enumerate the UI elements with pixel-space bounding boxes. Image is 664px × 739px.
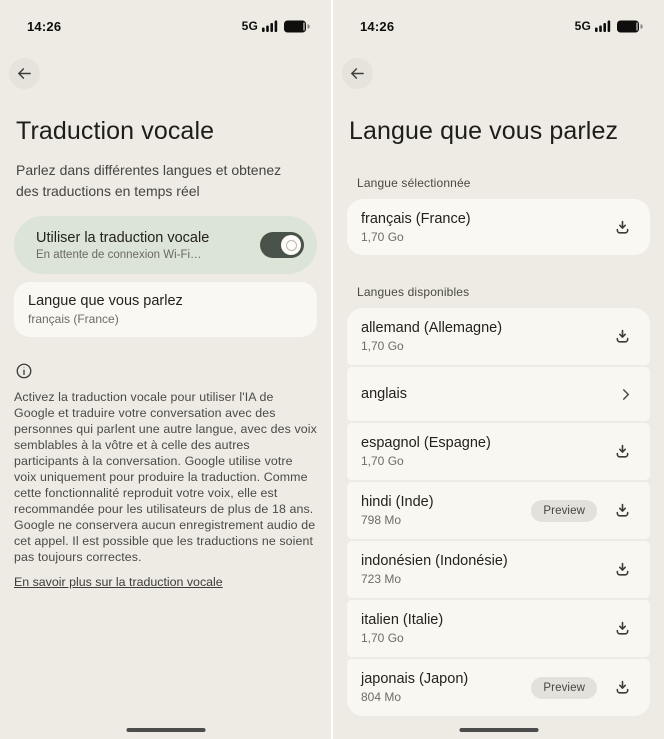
toggle-thumb: [281, 235, 301, 255]
language-size: 723 Mo: [361, 572, 402, 586]
back-button[interactable]: [9, 58, 40, 89]
status-bar: [333, 0, 664, 44]
language-name: indonésien (Indonésie): [361, 553, 508, 569]
language-row[interactable]: [347, 600, 650, 657]
battery-icon: [617, 20, 644, 33]
language-name: japonais (Japon): [361, 671, 469, 687]
network-type: 5G: [241, 19, 258, 33]
language-size: 1,70 Go: [361, 631, 404, 645]
language-size: 1,70 Go: [361, 454, 404, 468]
preview-badge: Preview: [531, 677, 597, 699]
available-languages-label: Langues disponibles: [357, 285, 470, 299]
back-arrow-icon: [349, 65, 366, 82]
preview-badge: Preview: [531, 500, 597, 522]
language-size: 1,70 Go: [361, 339, 404, 353]
info-description: Activez la traduction vocale pour utiliser l'IA de Google et traduire votre conversation avec des personnes qui parlent une autre langue, avec des voix semblables à la vôtre et à celle des autres participants à la conversation. Google utilise votre voix uniquement pour produire la traduction. Comme cette fonctionnalité reproduit votre voix, elle est recommandée pour les utilisateurs de plus de 18 ans. Google ne conservera aucun enregistrement audio de cet appel. Il est possible que les traductions ne soient pas toujours correctes.: [14, 390, 317, 564]
download-icon[interactable]: [610, 558, 634, 582]
download-icon[interactable]: [610, 676, 634, 700]
chevron-right-icon: [617, 386, 634, 403]
info-icon: [15, 362, 33, 380]
language-row[interactable]: [347, 367, 650, 421]
signal-icon: [595, 20, 613, 32]
left-screen: [0, 0, 331, 739]
download-icon[interactable]: [610, 499, 634, 523]
page-title: Langue que vous parlez: [349, 117, 619, 145]
language-size: 1,70 Go: [361, 229, 404, 244]
download-icon[interactable]: [610, 617, 634, 641]
gesture-handle[interactable]: [459, 728, 538, 732]
page-subtitle: Parlez dans différentes langues et obtenez des traductions en temps réel: [16, 162, 282, 199]
language-list: [347, 308, 650, 716]
language-name: anglais: [361, 386, 407, 402]
language-name: hindi (Inde): [361, 494, 434, 510]
selected-language-card[interactable]: [347, 199, 650, 255]
download-icon[interactable]: [610, 215, 634, 239]
language-name: italien (Italie): [361, 612, 444, 628]
download-icon[interactable]: [610, 325, 634, 349]
language-row[interactable]: [347, 659, 650, 716]
signal-icon: [262, 20, 280, 32]
toggle-status: En attente de connexion Wi-Fi…: [36, 248, 202, 261]
language-name: allemand (Allemagne): [361, 320, 503, 336]
network-type: 5G: [574, 19, 591, 33]
back-arrow-icon: [16, 65, 33, 82]
voice-translation-toggle-card[interactable]: [14, 216, 317, 274]
language-card-value: français (France): [28, 312, 119, 326]
toggle-label: Utiliser la traduction vocale: [36, 229, 210, 246]
status-time: 14:26: [360, 18, 395, 34]
right-screen: [333, 0, 664, 739]
language-you-speak-card[interactable]: [14, 282, 317, 337]
toggle-switch[interactable]: [260, 232, 304, 258]
gesture-handle[interactable]: [126, 728, 205, 732]
page-title: Traduction vocale: [16, 117, 215, 145]
status-time: 14:26: [27, 18, 62, 34]
battery-icon: [284, 20, 311, 33]
language-size: 798 Mo: [361, 513, 402, 527]
status-bar: [0, 0, 331, 44]
language-card-label: Langue que vous parlez: [28, 293, 183, 309]
language-row[interactable]: [347, 308, 650, 365]
language-row[interactable]: [347, 423, 650, 480]
language-row[interactable]: [347, 482, 650, 539]
selected-language-label: Langue sélectionnée: [357, 176, 471, 190]
language-size: 804 Mo: [361, 690, 402, 704]
download-icon[interactable]: [610, 440, 634, 464]
language-name: espagnol (Espagne): [361, 435, 491, 451]
learn-more-link[interactable]: En savoir plus sur la traduction vocale: [14, 575, 223, 589]
back-button[interactable]: [342, 58, 373, 89]
language-row[interactable]: [347, 541, 650, 598]
language-name: français (France): [361, 210, 471, 227]
